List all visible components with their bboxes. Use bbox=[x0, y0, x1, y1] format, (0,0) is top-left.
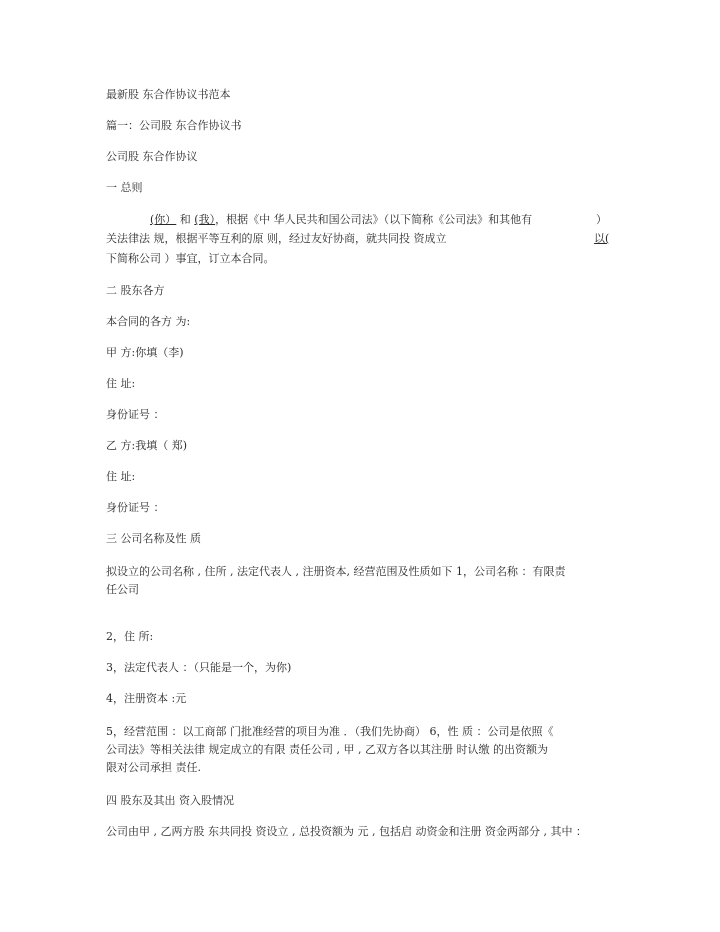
item-5-line-2: 公司法》等相关法律 规定成立的有限 责任公司 , 甲 , 乙双方各以其注册 时认缴 的出资额为 bbox=[106, 743, 548, 756]
section-1-para-line-1 bbox=[150, 213, 532, 227]
company-name-blank: 以( bbox=[594, 232, 610, 245]
section-3-heading: 三 公司名称及性 质 bbox=[106, 532, 201, 545]
item-5-line-3: 限对公司承担 责任. bbox=[106, 761, 201, 774]
section-2-heading: 二 股东各方 bbox=[106, 284, 165, 297]
party-a-blank: (你） bbox=[150, 213, 177, 226]
item-2-address: 2，住 所: bbox=[106, 630, 154, 643]
agreement-title: 公司股 东合作协议 bbox=[106, 150, 198, 163]
section-1-para-line-3: 下简称公司 ）事宜，订立本合同。 bbox=[106, 252, 275, 265]
item-5-line-1: 5，经营范围 ：以工商部 门批准经营的项目为准 ．（我们先协商） 6，性 质 ：公司是依照《 bbox=[106, 725, 554, 738]
party-a: 甲 方:你填（李) bbox=[106, 346, 184, 359]
parties-intro: 本合同的各方 为: bbox=[106, 315, 191, 328]
section-1-heading: 一 总则 bbox=[106, 181, 143, 194]
section-1-para-line-2: 关法律法 规，根据平等互利的原 则，经过友好协商，就共同投 资成立 bbox=[106, 232, 447, 245]
party-a-address: 住 址: bbox=[106, 377, 136, 390]
party-b-address: 住 址: bbox=[106, 470, 136, 483]
party-b-blank: (我） bbox=[194, 213, 216, 226]
para-text: ，根据《中 华人民共和国公司法》（以下简称《公司法》和其他有 bbox=[215, 213, 533, 226]
closing-paren: ） bbox=[596, 213, 607, 226]
conjunction: 和 bbox=[179, 213, 191, 226]
section-4-para: 公司由甲 , 乙两方股 东共同投 资设立 , 总投资额为 元 , 包括启 动资金和注册 资金两部分 , 其中 ： bbox=[106, 825, 587, 838]
section-4-heading: 四 股东及其出 资入股情况 bbox=[106, 794, 234, 807]
doc-title: 最新股 东合作协议书范本 bbox=[106, 88, 231, 101]
item-3-legal-rep: 3，法定代表人 ：（只能是一个，为你) bbox=[106, 661, 292, 674]
section-3-para-cont: 任公司 bbox=[106, 583, 139, 596]
item-4-capital: 4，注册资本 :元 bbox=[106, 692, 187, 705]
party-b: 乙 方:我填（ 郑) bbox=[106, 439, 187, 452]
party-a-id: 身份证号 ： bbox=[106, 408, 165, 421]
section-3-para: 拟设立的公司名称 , 住所 , 法定代表人 , 注册资本, 经营范围及性质如下 1，公司名称 ：有限责 bbox=[106, 565, 566, 578]
part-heading: 篇一：公司股 东合作协议书 bbox=[106, 119, 242, 132]
party-b-id: 身份证号 ： bbox=[106, 501, 165, 514]
